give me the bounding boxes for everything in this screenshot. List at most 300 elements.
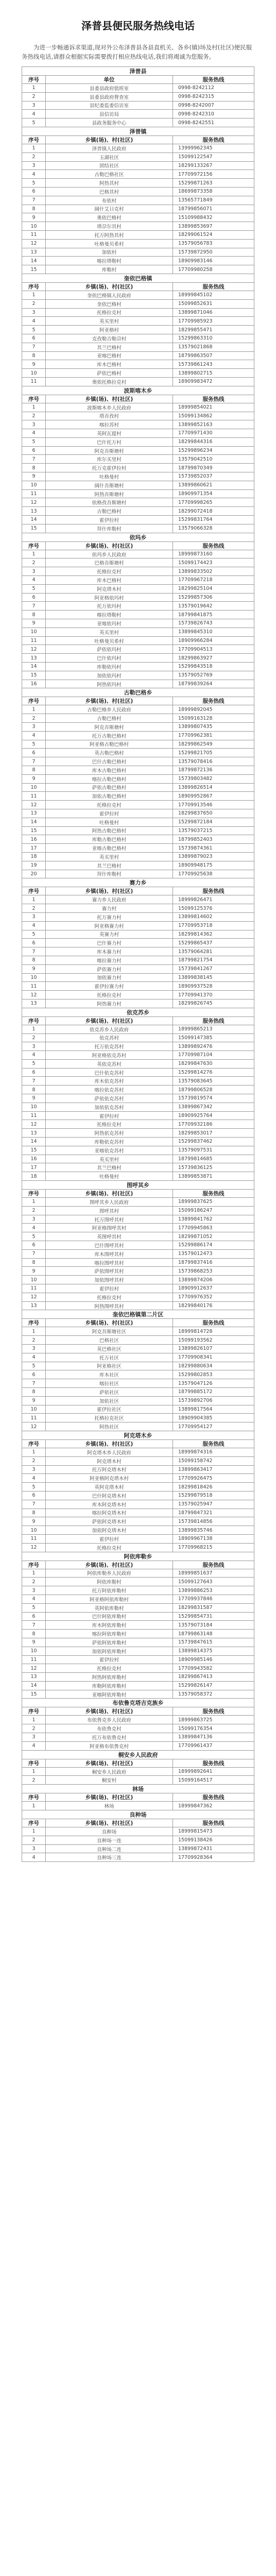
section-header: [22, 127, 254, 135]
hotline-number: 18799806528: [173, 1086, 254, 1094]
unit-name: 古勒巴格社区: [46, 170, 173, 179]
table-row: [22, 1172, 254, 1181]
unit-name: 库木依克苏村: [46, 1077, 173, 1086]
table-row: [22, 1387, 254, 1396]
hotline-number: 15739852037: [173, 472, 254, 481]
table-row: [22, 1249, 254, 1258]
hotline-number: 15109988432: [173, 213, 254, 222]
table-row: [22, 723, 254, 732]
unit-name: 桐安村: [46, 1776, 173, 1785]
row-number: 9: [22, 774, 46, 783]
row-number: 2: [22, 1033, 46, 1042]
column-header-hotline: 服务热线: [173, 1793, 254, 1802]
table-row: [22, 446, 254, 455]
row-number: 10: [22, 1647, 46, 1655]
row-number: 7: [22, 1379, 46, 1388]
unit-name: 阿亚格古勒巴格村: [46, 740, 173, 749]
table-row: [22, 1716, 254, 1724]
table-row: [22, 1448, 254, 1456]
unit-name: 县信访局: [46, 110, 173, 118]
table-row: [22, 1396, 254, 1405]
table-row: [22, 1509, 254, 1517]
unit-name: 霍伊拉村: [46, 516, 173, 524]
row-number: 6: [22, 593, 46, 602]
hotline-number: 13579073184: [173, 1621, 254, 1630]
unit-name: 萨依阿克塔木村: [46, 1517, 173, 1526]
table-row: [22, 801, 254, 809]
table-row: [22, 1741, 254, 1750]
section-title: 波斯喀木乡: [22, 386, 254, 395]
unit-name: 阿热依玛村: [46, 680, 173, 688]
section-header: [22, 274, 254, 282]
column-header-hotline: 服务热线: [173, 282, 254, 291]
row-number: 10: [22, 1276, 46, 1284]
unit-name: 萨依古勒巴格村: [46, 783, 173, 792]
row-number: 12: [22, 1120, 46, 1129]
column-header-row: [22, 1759, 254, 1767]
section-title: 古勒巴格乡: [22, 688, 254, 697]
row-number: 16: [22, 680, 46, 688]
table-row: [22, 213, 254, 222]
unit-name: 阔什艾日克村: [46, 205, 173, 213]
column-header-unit: 乡镇(场)、村(社区): [46, 1439, 173, 1448]
row-number: 6: [22, 1370, 46, 1379]
table-row: [22, 360, 254, 369]
row-number: 8: [22, 351, 46, 360]
unit-name: 托万布依鲁克村: [46, 1733, 173, 1742]
unit-name: 巴格吾斯塘村: [46, 558, 173, 567]
unit-name: 加依依玛村: [46, 671, 173, 680]
section-header: [22, 1810, 254, 1819]
column-header-no: 序号: [22, 1561, 46, 1569]
table-row: [22, 964, 254, 973]
unit-name: 阿克吾斯塘村: [46, 446, 173, 455]
unit-name: 加依依克苏村: [46, 1103, 173, 1111]
hotline-number: 18299825104: [173, 584, 254, 593]
table-row: [22, 1345, 254, 1353]
unit-name: 喀拉图呼其村: [46, 1258, 173, 1267]
unit-name: 库勒古勒巴格村: [46, 835, 173, 844]
table-row: [22, 602, 254, 611]
row-number: 1: [22, 403, 46, 412]
row-number: 6: [22, 1241, 46, 1250]
table-row: [22, 991, 254, 999]
unit-name: 阿亚格社区: [46, 1362, 173, 1370]
table-row: [22, 783, 254, 792]
hotline-number: 18999845102: [173, 291, 254, 299]
unit-name: 英古勒巴格村: [46, 749, 173, 757]
unit-name: 托格拉克村: [46, 1293, 173, 1301]
table-row: [22, 1077, 254, 1086]
unit-name: 喀拉赛力村: [46, 956, 173, 964]
unit-name: 英巴格社区: [46, 1345, 173, 1353]
column-header-row: [22, 1819, 254, 1827]
hotline-table: [22, 66, 254, 1862]
hotline-number: 18299837650: [173, 809, 254, 818]
unit-name: 英阿克塔木村: [46, 1483, 173, 1492]
row-number: 7: [22, 757, 46, 766]
unit-name: 托格拉克村: [46, 1120, 173, 1129]
hotline-number: 15299821705: [173, 749, 254, 757]
table-row: [22, 1405, 254, 1414]
table-row: [22, 835, 254, 844]
hotline-number: 0998-8242310: [173, 110, 254, 118]
unit-name: 托格拉克村: [46, 801, 173, 809]
table-row: [22, 947, 254, 956]
table-row: [22, 369, 254, 378]
hotline-number: 18299072418: [173, 507, 254, 516]
unit-name: 赛力乡人民政府: [46, 895, 173, 904]
hotline-number: 15099193562: [173, 1336, 254, 1345]
hotline-number: 13579066328: [173, 524, 254, 533]
hotline-number: 13579056783: [173, 239, 254, 248]
hotline-number: 13579064281: [173, 947, 254, 956]
column-header-hotline: 服务热线: [173, 135, 254, 144]
section-header: [22, 878, 254, 887]
hotline-number: 18999847362: [173, 1802, 254, 1810]
table-row: [22, 429, 254, 438]
hotline-number: 18299855471: [173, 326, 254, 334]
unit-name: 亚喀古勒巴格村: [46, 844, 173, 853]
row-number: 14: [22, 663, 46, 671]
hotline-number: 15299854731: [173, 1612, 254, 1621]
unit-name: 桐安乡人民政府: [46, 1767, 173, 1776]
hotline-number: 18909983472: [173, 377, 254, 386]
column-header-unit: 乡镇(场)、村(社区): [46, 135, 173, 144]
row-number: 4: [22, 921, 46, 930]
unit-name: 喀拉苏村: [46, 420, 173, 429]
row-number: 17: [22, 844, 46, 853]
row-number: 11: [22, 230, 46, 239]
row-number: 15: [22, 265, 46, 274]
hotline-number: 15739868253: [173, 1267, 254, 1276]
section-header: [22, 533, 254, 541]
table-row: [22, 731, 254, 740]
unit-name: 霍伊拉村: [46, 809, 173, 818]
hotline-number: 18999854021: [173, 403, 254, 412]
table-row: [22, 144, 254, 152]
section-title: 泽普镇: [22, 127, 254, 135]
hotline-number: 17709908341: [173, 1353, 254, 1362]
hotline-number: 13579025947: [173, 1500, 254, 1509]
hotline-number: 15299879518: [173, 1491, 254, 1500]
hotline-number: 18999851637: [173, 1569, 254, 1578]
hotline-number: 18299863927: [173, 654, 254, 663]
section-title: 布依鲁克塔吉克族乡: [22, 1699, 254, 1707]
unit-name: 托万阿依库勒村: [46, 1586, 173, 1595]
table-row: [22, 1517, 254, 1526]
unit-name: 英阿依库勒村: [46, 1603, 173, 1612]
column-header-unit: 乡镇(场)、村(社区): [46, 1190, 173, 1198]
hotline-number: 13899886253: [173, 1586, 254, 1595]
table-row: [22, 982, 254, 991]
unit-name: 霍伊拉村: [46, 1111, 173, 1120]
table-row: [22, 1612, 254, 1621]
unit-name: 库木阿依库勒村: [46, 1621, 173, 1630]
unit-name: 吐格曼村: [46, 472, 173, 481]
table-row: [22, 749, 254, 757]
hotline-number: 15099163128: [173, 714, 254, 723]
unit-name: 阿亚格依克苏村: [46, 1051, 173, 1060]
hotline-number: 18299061524: [173, 230, 254, 239]
section-title: 阿克塔木乡: [22, 1431, 254, 1439]
table-row: [22, 1638, 254, 1647]
table-row: [22, 1353, 254, 1362]
row-number: 2: [22, 1456, 46, 1465]
column-header-unit: 乡镇(场)、村(社区): [46, 282, 173, 291]
hotline-number: 17709943582: [173, 1664, 254, 1673]
table-row: [22, 1664, 254, 1673]
row-number: 10: [22, 369, 46, 378]
hotline-number: 13899852163: [173, 420, 254, 429]
table-row: [22, 1042, 254, 1051]
row-number: 6: [22, 939, 46, 947]
unit-name: 加依赛力村: [46, 973, 173, 982]
row-number: 3: [22, 1215, 46, 1224]
hotline-number: 13565771849: [173, 196, 254, 205]
hotline-number: 17709976352: [173, 1293, 254, 1301]
column-header-unit: 乡镇(场)、村(社区): [46, 1319, 173, 1327]
table-row: [22, 1414, 254, 1422]
table-row: [22, 671, 254, 680]
column-header-no: 序号: [22, 1759, 46, 1767]
table-row: [22, 1767, 254, 1776]
table-row: [22, 663, 254, 671]
table-row: [22, 619, 254, 628]
row-number: 13: [22, 809, 46, 818]
unit-name: 依玛乡人民政府: [46, 550, 173, 558]
unit-name: 巴什阿克塔木村: [46, 1491, 173, 1500]
table-row: [22, 377, 254, 386]
table-row: [22, 956, 254, 964]
unit-name: 奎依巴格村: [46, 299, 173, 308]
hotline-number: 17709945863: [173, 1224, 254, 1232]
table-row: [22, 930, 254, 939]
hotline-number: 18909971354: [173, 489, 254, 498]
hotline-number: 18299840176: [173, 1301, 254, 1310]
unit-name: 库木巴格村: [46, 576, 173, 585]
column-header-hotline: 服务热线: [173, 1016, 254, 1025]
table-row: [22, 1138, 254, 1146]
table-row: [22, 1206, 254, 1215]
column-header-no: 序号: [22, 541, 46, 550]
column-header-row: [22, 697, 254, 705]
hotline-number: 18299880634: [173, 1362, 254, 1370]
hotline-number: 18909952867: [173, 792, 254, 801]
column-header-hotline: 服务热线: [173, 697, 254, 705]
table-row: [22, 1163, 254, 1172]
row-number: 8: [22, 611, 46, 619]
unit-name: 库木赛力村: [46, 947, 173, 956]
table-row: [22, 550, 254, 558]
unit-name: 阿克塔木村: [46, 584, 173, 593]
hotline-number: 18909985146: [173, 1655, 254, 1664]
hotline-number: 18299844316: [173, 437, 254, 446]
table-row: [22, 343, 254, 351]
table-row: [22, 1103, 254, 1111]
row-number: 9: [22, 1638, 46, 1647]
column-header-no: 序号: [22, 135, 46, 144]
unit-name: 英图呼其村: [46, 1232, 173, 1241]
unit-name: 英阿瓦提村: [46, 429, 173, 438]
row-number: 4: [22, 1853, 46, 1862]
table-row: [22, 101, 254, 110]
unit-name: 巴什依玛村: [46, 654, 173, 663]
hotline-number: 18999874316: [173, 1448, 254, 1456]
hotline-number: 15739874361: [173, 844, 254, 853]
row-number: 10: [22, 222, 46, 231]
table-row: [22, 230, 254, 239]
row-number: 8: [22, 766, 46, 774]
unit-name: 库尔买里村: [46, 455, 173, 464]
table-row: [22, 455, 254, 464]
hotline-number: 15099186247: [173, 1206, 254, 1215]
row-number: 3: [22, 1345, 46, 1353]
table-row: [22, 714, 254, 723]
row-number: 4: [22, 429, 46, 438]
hotline-number: 15739826743: [173, 619, 254, 628]
column-header-no: 序号: [22, 1190, 46, 1198]
row-number: 1: [22, 144, 46, 152]
hotline-number: 13899879023: [173, 852, 254, 861]
table-row: [22, 895, 254, 904]
table-row: [22, 792, 254, 801]
hotline-number: 15739836125: [173, 1163, 254, 1172]
column-header-hotline: 服务热线: [173, 1819, 254, 1827]
unit-name: 阿热赛力村: [46, 999, 173, 1008]
column-header-hotline: 服务热线: [173, 1759, 254, 1767]
column-header-row: [22, 1439, 254, 1448]
table-row: [22, 1146, 254, 1155]
hotline-number: 15739814856: [173, 1517, 254, 1526]
hotline-number: 18799885172: [173, 1387, 254, 1396]
unit-name: 玉湖社区: [46, 152, 173, 161]
table-row: [22, 1379, 254, 1388]
table-row: [22, 524, 254, 533]
row-number: 14: [22, 818, 46, 826]
column-header-no: 序号: [22, 887, 46, 895]
unit-name: 阿克塔木乡人民政府: [46, 1448, 173, 1456]
unit-name: 团结社区: [46, 161, 173, 170]
unit-name: 霍伊拉村: [46, 1534, 173, 1543]
table-row: [22, 1595, 254, 1603]
table-row: [22, 1827, 254, 1836]
hotline-number: 17709937846: [173, 1595, 254, 1603]
hotline-number: 13899853871: [173, 1172, 254, 1181]
row-number: 2: [22, 412, 46, 420]
hotline-number: 18299826745: [173, 999, 254, 1008]
hotline-number: 15299886174: [173, 1241, 254, 1250]
row-number: 9: [22, 472, 46, 481]
section-header: [22, 1552, 254, 1561]
column-header-hotline: 服务热线: [173, 76, 254, 84]
hotline-number: 15099176354: [173, 1724, 254, 1733]
table-row: [22, 1836, 254, 1844]
hotline-number: 0998-8242315: [173, 92, 254, 101]
table-row: [22, 1802, 254, 1810]
unit-name: 布依鲁克乡人民政府: [46, 1716, 173, 1724]
row-number: 2: [22, 1724, 46, 1733]
hotline-number: 15099852631: [173, 299, 254, 308]
section-title: 奎依巴格镇: [22, 274, 254, 282]
row-number: 5: [22, 584, 46, 593]
hotline-number: 13999962345: [173, 144, 254, 152]
hotline-number: 18299847630: [173, 1059, 254, 1068]
table-row: [22, 757, 254, 766]
column-header-no: 序号: [22, 282, 46, 291]
table-row: [22, 628, 254, 636]
unit-name: 加依阿克塔木村: [46, 1526, 173, 1535]
unit-name: 阿亚格阿依库勒村: [46, 1595, 173, 1603]
row-number: 14: [22, 516, 46, 524]
row-number: 12: [22, 1543, 46, 1552]
row-number: 4: [22, 1474, 46, 1483]
row-number: 7: [22, 1500, 46, 1509]
section-header: [22, 1785, 254, 1793]
hotline-number: 18999865213: [173, 1025, 254, 1033]
table-row: [22, 774, 254, 783]
unit-name: 古勒巴格乡人民政府: [46, 705, 173, 714]
row-number: 10: [22, 783, 46, 792]
row-number: 16: [22, 1155, 46, 1163]
section-header: [22, 1310, 254, 1319]
row-number: 13: [22, 1129, 46, 1138]
unit-name: 萨依依克苏村: [46, 1094, 173, 1103]
hotline-number: 18299862549: [173, 740, 254, 749]
hotline-number: 18909904385: [173, 1414, 254, 1422]
hotline-number: 18999873160: [173, 550, 254, 558]
hotline-number: 15299814276: [173, 1068, 254, 1077]
table-row: [22, 1276, 254, 1284]
section-title: 阿依库勒乡: [22, 1552, 254, 1561]
unit-name: 亚喀巴格村: [46, 351, 173, 360]
table-row: [22, 464, 254, 472]
row-number: 5: [22, 326, 46, 334]
column-header-unit: 乡镇(场)、村(社区): [46, 1759, 173, 1767]
unit-name: 图呼其乡人民政府: [46, 1198, 173, 1207]
table-row: [22, 1267, 254, 1276]
hotline-number: 18999826471: [173, 895, 254, 904]
page-title: 泽普县便民服务热线电话: [81, 20, 195, 32]
row-number: 2: [22, 1836, 46, 1844]
hotline-number: 17709962381: [173, 731, 254, 740]
unit-name: 吐格曼贝希村: [46, 239, 173, 248]
unit-name: 依克苏乡人民政府: [46, 1025, 173, 1033]
unit-name: 托万社区: [46, 1353, 173, 1362]
unit-name: 库木巴格村: [46, 360, 173, 369]
table-row: [22, 308, 254, 317]
table-row: [22, 1500, 254, 1509]
column-header-unit: 乡镇(场)、村(社区): [46, 887, 173, 895]
intro-text: 为进一步畅通诉求渠道,现对外公布泽普县各县直机关、各乡(镇)场及村(社区)便民服务热线电话,请群众根据实际需要拨打相应热线电话,我们将竭诚为您服务。: [22, 44, 252, 60]
row-number: 1: [22, 1716, 46, 1724]
row-number: 1: [22, 705, 46, 714]
table-row: [22, 1224, 254, 1232]
table-row: [22, 611, 254, 619]
unit-name: 吐格曼村: [46, 818, 173, 826]
unit-name: 托万阿热其村: [46, 230, 173, 239]
table-row: [22, 912, 254, 921]
unit-name: 萨依巴格村: [46, 369, 173, 378]
unit-name: 阿克塔木村: [46, 1456, 173, 1465]
table-row: [22, 636, 254, 645]
row-number: 10: [22, 1103, 46, 1111]
hotline-number: 18909966284: [173, 636, 254, 645]
hotline-number: 18799839264: [173, 680, 254, 688]
unit-name: 阿热图呼其村: [46, 1301, 173, 1310]
unit-name: 库勒村: [46, 265, 173, 274]
row-number: 1: [22, 1025, 46, 1033]
